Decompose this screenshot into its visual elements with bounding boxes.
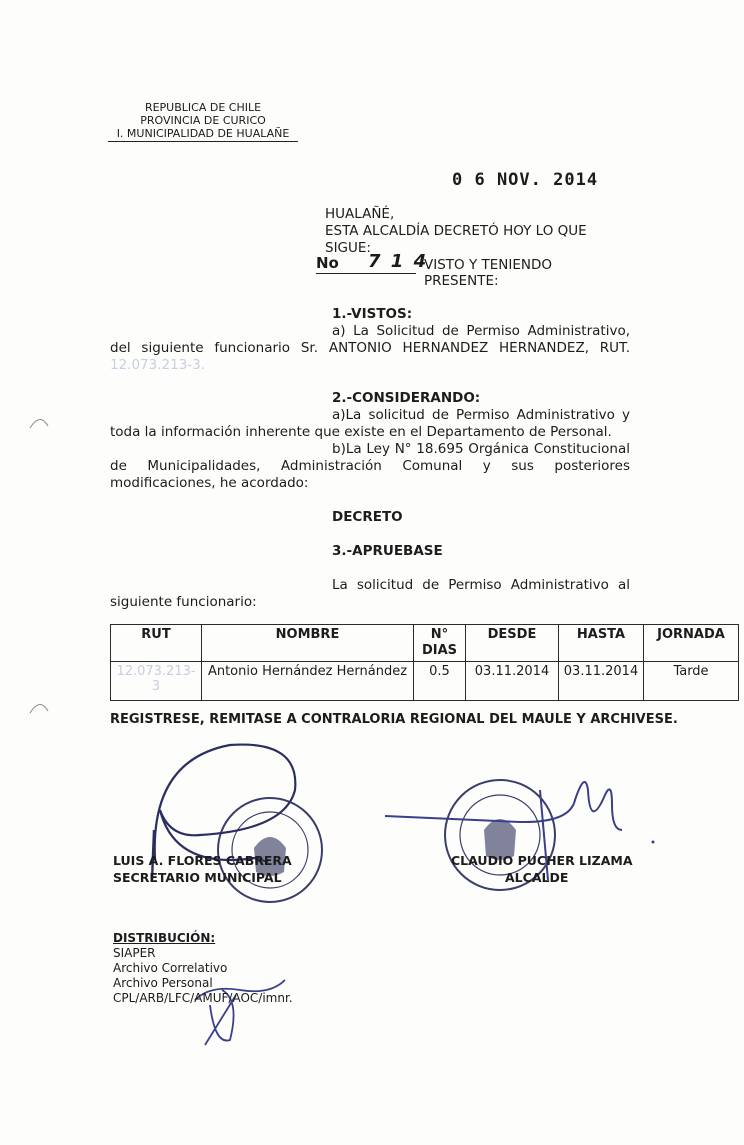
binder-hole-mark-bottom [30,704,48,713]
date-stamp: 0 6 NOV. 2014 [452,170,599,190]
considerando-a-line2: toda la información inherente que existe en el Departamento de Personal. [110,424,612,440]
left-signatory [113,852,292,886]
vistos-rut-redacted: 12.073.213-3. [110,357,206,373]
left-signatory-name: LUIS A. FLORES CABRERA [113,853,292,868]
considerando-b-line3: modificaciones, he acordado: [110,475,309,491]
pen-dot [652,841,655,844]
apruebase-line2: siguiente funcionario: [110,594,257,610]
col-nombre: NOMBRE [202,625,414,662]
considerando-a-line1: a)La solicitud de Permiso Administrativo y [332,407,630,423]
intro-line1: ESTA ALCALDÍA DECRETÓ HOY LO QUE [325,223,587,239]
col-jornada: JORNADA [644,625,739,662]
col-hasta: HASTA [559,625,644,662]
vistos-a-line1: a) La Solicitud de Permiso Administrativo, [332,323,630,339]
cell-jornada: Tarde [644,662,739,701]
considerando-b-line1: b)La Ley N° 18.695 Orgánica Constitucional [332,441,630,457]
apruebase-line1: La solicitud de Permiso Administrativo al [332,577,630,593]
distribution-block [113,931,293,1006]
considerando-heading: 2.-CONSIDERANDO: [332,390,481,406]
distribution-heading: DISTRIBUCIÓN: [113,931,216,945]
right-signatory [451,852,633,886]
distribution-item: CPL/ARB/LFC/AMUF/AOC/imnr. [113,991,293,1005]
distribution-item: SIAPER [113,946,156,960]
decree-no-label: No [316,254,339,272]
intro-line2: SIGUE: [325,240,371,256]
right-signatory-name: CLAUDIO PUCHER LIZAMA [451,853,633,868]
cell-desde: 03.11.2014 [466,662,559,701]
cell-dias: 0.5 [414,662,466,701]
cell-nombre: Antonio Hernández Hernández [202,662,414,701]
binder-hole-mark-top [30,419,48,428]
distribution-item: Archivo Personal [113,976,213,990]
col-desde: DESDE [466,625,559,662]
header-municipality: I. MUNICIPALIDAD DE HUALAÑE [108,127,298,142]
cell-rut: 12.073.213-3 [111,662,202,701]
vistos-a-line2: del siguiente funcionario Sr. ANTONIO HERNANDEZ HERNANDEZ, RUT. [110,340,630,356]
header-province: PROVINCIA DE CURICO [140,114,266,127]
intro-place: HUALAÑÉ, [325,206,395,222]
col-rut: RUT [111,625,202,662]
registrese-line: REGISTRESE, REMITASE A CONTRALORIA REGIONAL DEL MAULE Y ARCHIVESE. [110,712,678,727]
vistos-heading: 1.-VISTOS: [332,306,413,322]
apruebase-heading: 3.-APRUEBASE [332,543,443,559]
considerando-b-line2: de Municipalidades, Administración Comunal y sus posteriores [110,458,630,474]
right-signatory-title: ALCALDE [505,870,569,885]
distribution-item: Archivo Correlativo [113,961,228,975]
decreto-heading: DECRETO [332,509,403,525]
left-official-stamp [218,798,322,902]
header-country: REPUBLICA DE CHILE [144,101,262,114]
cell-hasta: 03.11.2014 [559,662,644,701]
decree-number: 7 1 4 [368,251,429,272]
col-dias: N° DIAS [414,625,466,662]
left-signatory-title: SECRETARIO MUNICIPAL [113,870,282,885]
visto-text: VISTO Y TENIENDO PRESENTE: [424,257,552,289]
